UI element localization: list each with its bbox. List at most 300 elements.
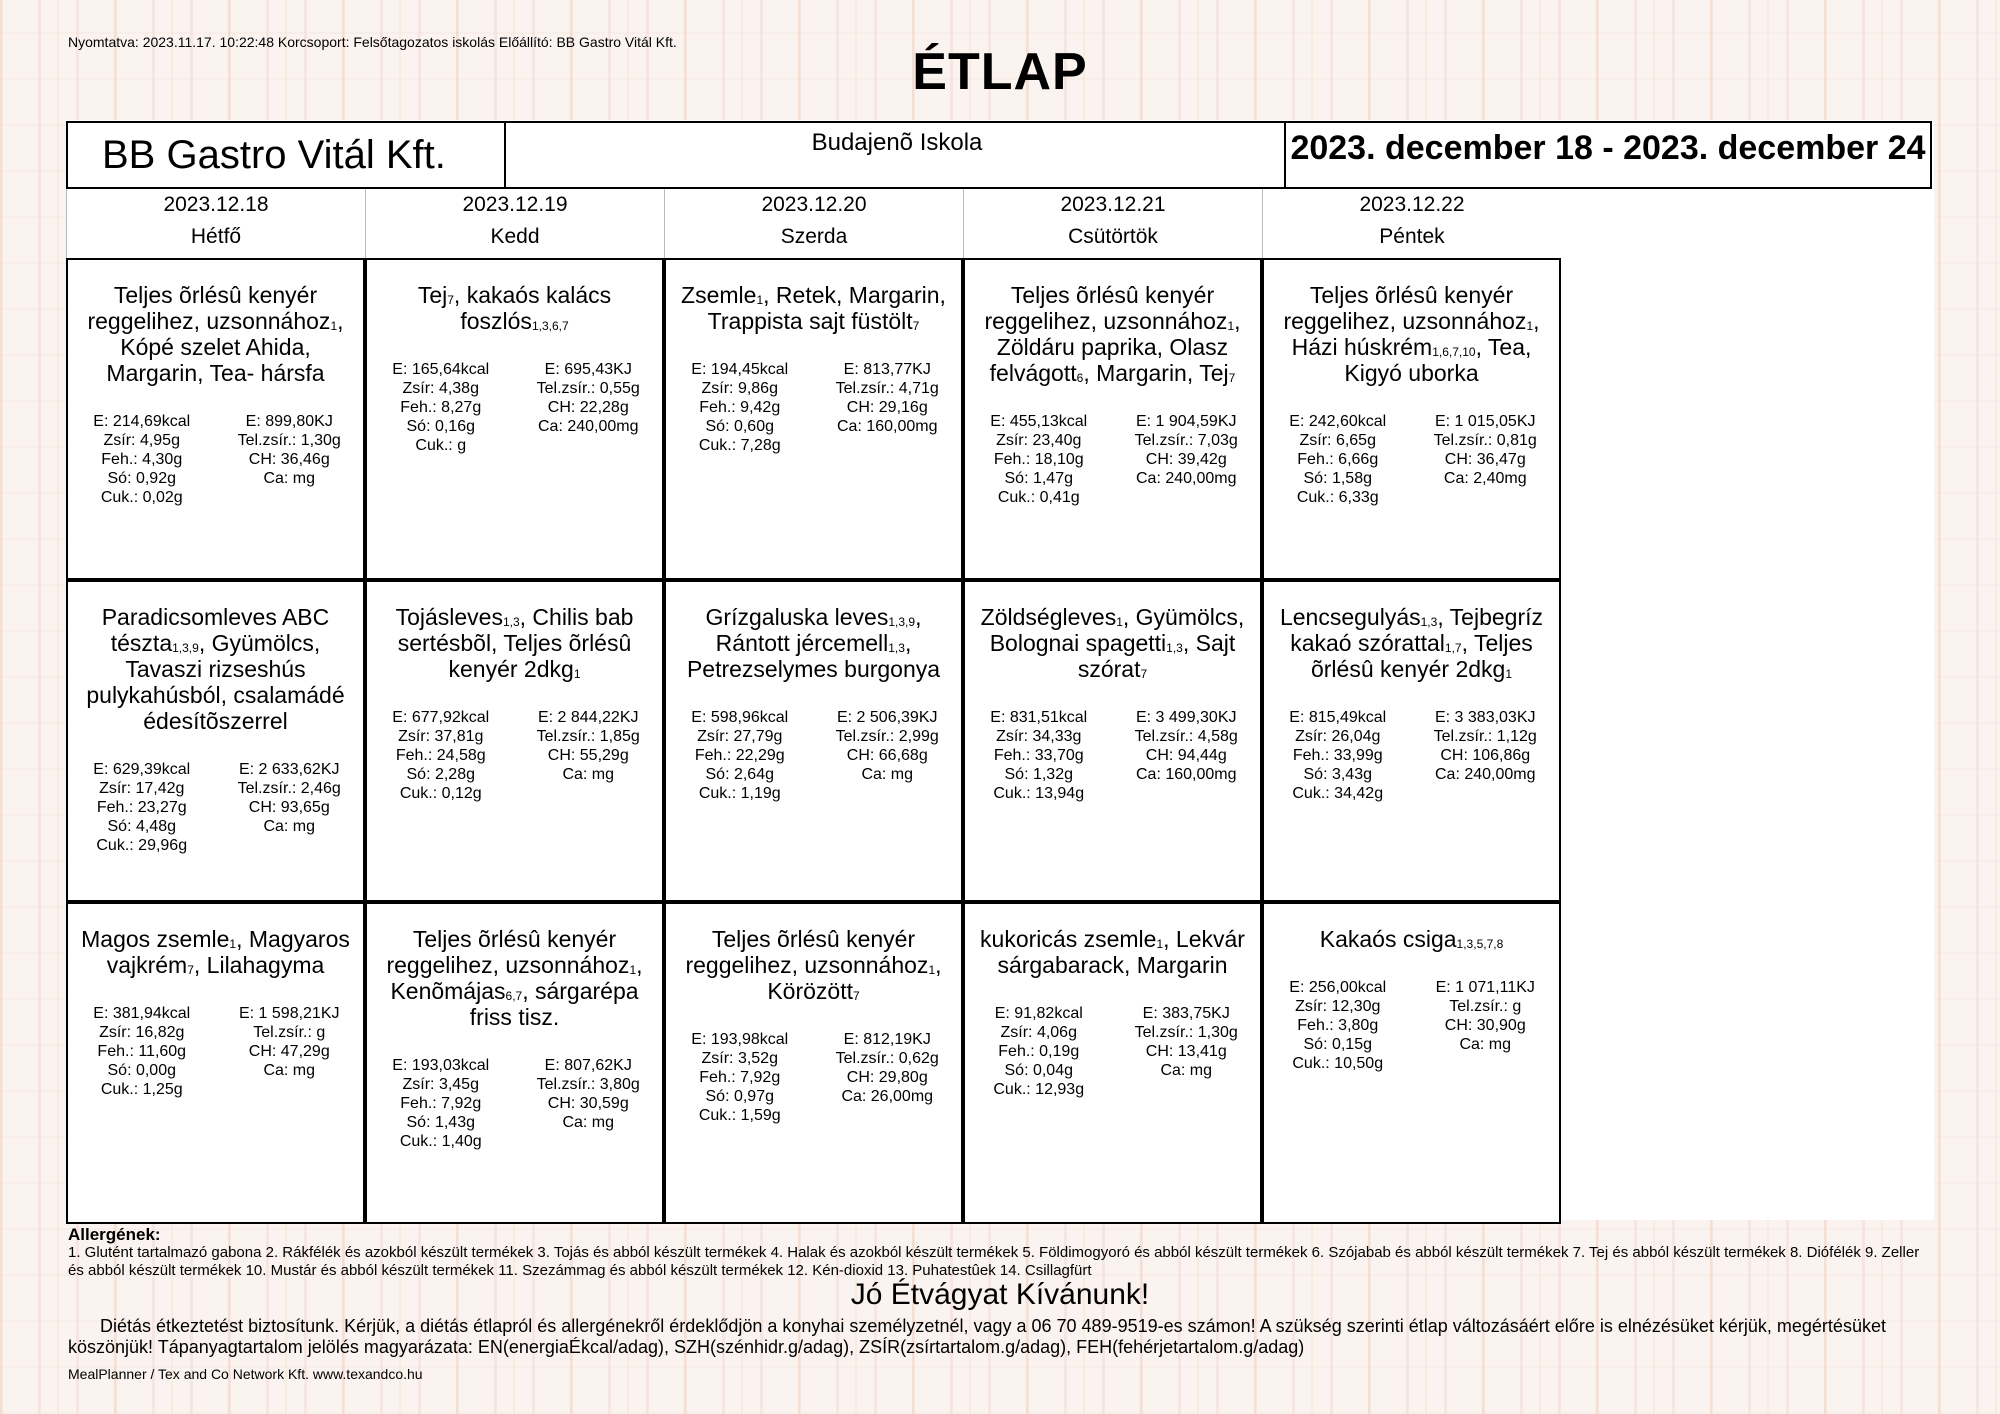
nutrition-value: CH: 30,59g: [547, 1095, 629, 1112]
nutrition-value: Zsír: 27,79g: [697, 728, 783, 745]
nutrition-value: E: 381,94kcal: [93, 1005, 191, 1022]
nutrition-value: Feh.: 8,27g: [400, 399, 482, 416]
dish-name: [666, 904, 961, 1004]
page-title: ÉTLAP: [912, 43, 1088, 101]
day-date: 2023.12.21: [1060, 193, 1166, 216]
day-date: 2023.12.20: [761, 193, 867, 216]
menu-header: [66, 121, 1932, 189]
nutrition-value: E: 812,19KJ: [843, 1031, 931, 1048]
nutrition-value: Ca: 240,00mg: [537, 418, 639, 435]
nutrition-value: Ca: mg: [1459, 1036, 1512, 1053]
dish-text: Teljes õrlésû kenyér reggelihez, uzsonnához: [685, 926, 929, 978]
nutrition-value: Só: 3,43g: [1303, 766, 1372, 783]
nutrition-column-right: [814, 708, 962, 803]
allergen-codes: 1: [1156, 937, 1164, 951]
nutrition-value: CH: 39,42g: [1145, 451, 1227, 468]
nutrition-value: Zsír: 9,86g: [701, 380, 778, 397]
meal-cell: [664, 902, 963, 1224]
allergen-codes: 1: [1526, 319, 1534, 333]
nutrition-value: CH: 36,46g: [248, 451, 330, 468]
nutrition-column-right: [1113, 412, 1261, 507]
nutrition-value: Só: 4,48g: [107, 818, 176, 835]
allergen-codes: 1,3,6,7: [531, 319, 569, 333]
nutrition-value: Só: 1,58g: [1303, 470, 1372, 487]
nutrition-value: E: 2 506,39KJ: [836, 709, 938, 726]
nutrition-value: E: 1 071,11KJ: [1435, 979, 1535, 996]
nutrition-value: Tel.zsír.: 1,12g: [1433, 728, 1537, 745]
meal-cell: [1262, 902, 1561, 1224]
nutrition-value: Zsír: 4,38g: [402, 380, 479, 397]
allergen-codes: 1,3: [1166, 641, 1183, 655]
nutrition-column-left: [1264, 978, 1412, 1073]
nutrition-column-left: [666, 1030, 814, 1125]
dish-name: [68, 260, 363, 386]
day-name: Péntek: [1379, 225, 1445, 248]
nutrition-value: Feh.: 22,29g: [694, 747, 785, 764]
nutrition-info: [68, 412, 363, 507]
nutrition-value: CH: 13,41g: [1145, 1043, 1227, 1060]
nutrition-value: Cuk.: 29,96g: [96, 837, 188, 854]
day-date: 2023.12.18: [163, 193, 269, 216]
dish-name: [68, 582, 363, 734]
nutrition-value: CH: 66,68g: [846, 747, 928, 764]
nutrition-column-left: [965, 1004, 1113, 1099]
allergen-codes: 1,3: [502, 615, 520, 629]
nutrition-info: [965, 412, 1260, 507]
dish-text: Teljes õrlésû kenyér reggelihez, uzsonnához: [984, 282, 1228, 334]
nutrition-value: Tel.zsír.: 4,71g: [835, 380, 939, 397]
nutrition-value: E: 3 499,30KJ: [1135, 709, 1237, 726]
meal-cell: [66, 902, 365, 1224]
nutrition-value: E: 91,82kcal: [994, 1005, 1083, 1022]
dish-name: [965, 582, 1260, 682]
dish-text: Tej: [417, 282, 448, 308]
meal-cell: [365, 258, 664, 580]
nutrition-column-left: [1264, 708, 1412, 803]
nutrition-value: Cuk.: 10,50g: [1292, 1055, 1384, 1072]
allergen-codes: 7: [187, 963, 194, 977]
nutrition-value: E: 193,03kcal: [392, 1057, 490, 1074]
nutrition-value: Cuk.: 13,94g: [993, 785, 1085, 802]
nutrition-value: Só: 0,15g: [1303, 1036, 1372, 1053]
meal-cell: [963, 580, 1262, 902]
nutrition-value: E: 2 633,62KJ: [238, 761, 340, 778]
allergen-list: 1. Glutént tartalmazó gabona 2. Rákfélék és azokból készült termékek 3. Tojás és abból készült termékek 4. Halak és azokból készült termékek 5. Földimogyoró és abból készült termékek 6. Szójabab és abból készült termékek 7. Tej és abból készült termékek 8. Diófélék 9. Zeller és abból készült termékek 10. Mustár és abból készült termékek 11. Szezámmag és abból készült termékek 12. Kén-dioxid 13. Puhatestûek 14. Csillagfürt: [68, 1244, 1920, 1279]
dish-name: [965, 904, 1260, 978]
nutrition-value: Ca: mg: [1160, 1062, 1213, 1079]
nutrition-column-right: [1412, 978, 1560, 1073]
dish-name: [367, 582, 662, 682]
nutrition-value: Feh.: 0,19g: [998, 1043, 1080, 1060]
nutrition-column-left: [965, 708, 1113, 803]
nutrition-column-right: [1113, 1004, 1261, 1099]
nutrition-info: [1264, 708, 1559, 803]
diet-notice: Diétás étkeztetést biztosítunk. Kérjük, a diétás étlapról és allergénekről érdeklődjön a konyhai személyzetnél, vagy a 06 70 489-9519-es számon! A szükség szerinti étlap változásáért előre is elnézésüket kérjük, megértésüket köszönjük! Tápanyagtartalom jelölés magyarázata: EN(energiaÉkcal/adag), SZH(szénhidr.g/adag), ZSÍR(zsírtartalom.g/adag), FEH(fehérjetartalom.g/adag): [68, 1316, 1886, 1357]
nutrition-value: Feh.: 7,92g: [400, 1095, 482, 1112]
nutrition-value: Zsír: 4,95g: [103, 432, 180, 449]
allergen-codes: 1: [1505, 667, 1513, 681]
appetite-wish: Jó Étvágyat Kívánunk!: [850, 1278, 1150, 1311]
nutrition-value: E: 455,13kcal: [990, 413, 1088, 430]
nutrition-value: Só: 0,16g: [406, 418, 475, 435]
nutrition-value: Ca: mg: [263, 470, 316, 487]
nutrition-info: [68, 760, 363, 855]
allergen-codes: 7: [447, 293, 454, 307]
allergen-codes: 1: [1227, 319, 1235, 333]
nutrition-value: Tel.zsír.: 3,80g: [536, 1076, 640, 1093]
nutrition-value: E: 214,69kcal: [93, 413, 191, 430]
dish-text: , Lilahagyma: [193, 952, 325, 978]
dish-text: Lencsegulyás: [1279, 604, 1421, 630]
dish-text: , kakaós kalács foszlós: [453, 282, 612, 334]
day-name: Kedd: [490, 225, 540, 248]
nutrition-value: Zsír: 6,65g: [1299, 432, 1376, 449]
nutrition-value: Cuk.: g: [415, 437, 467, 454]
nutrition-value: Cuk.: 34,42g: [1292, 785, 1384, 802]
nutrition-value: Ca: mg: [562, 1114, 615, 1131]
nutrition-value: Ca: mg: [263, 818, 316, 835]
nutrition-value: Feh.: 24,58g: [395, 747, 486, 764]
nutrition-column-right: [1412, 708, 1560, 803]
dish-text: Teljes õrlésû kenyér reggelihez, uzsonnához: [1283, 282, 1527, 334]
allergen-codes: 6,7: [505, 989, 523, 1003]
nutrition-value: E: 1 904,59KJ: [1135, 413, 1237, 430]
nutrition-value: Feh.: 18,10g: [993, 451, 1084, 468]
nutrition-value: E: 1 015,05KJ: [1434, 413, 1536, 430]
dish-name: [1264, 904, 1559, 952]
meal-cell: [664, 258, 963, 580]
nutrition-value: Cuk.: 0,12g: [399, 785, 482, 802]
nutrition-column-left: [367, 708, 515, 803]
allergen-codes: 1,3: [1420, 615, 1438, 629]
nutrition-value: Feh.: 7,92g: [699, 1069, 781, 1086]
nutrition-column-right: [814, 360, 962, 455]
nutrition-column-left: [666, 708, 814, 803]
nutrition-value: Zsír: 3,52g: [701, 1050, 778, 1067]
nutrition-value: CH: 22,28g: [547, 399, 629, 416]
nutrition-value: Zsír: 34,33g: [996, 728, 1082, 745]
allergen-codes: 1,3: [888, 641, 905, 655]
allergen-codes: 1,6,7,10: [1432, 345, 1476, 359]
allergen-codes: 1: [573, 667, 581, 681]
nutrition-value: CH: 106,86g: [1440, 747, 1531, 764]
nutrition-value: Tel.zsír.: 2,99g: [835, 728, 939, 745]
nutrition-column-left: [68, 760, 216, 855]
nutrition-column-left: [68, 412, 216, 507]
day-header: [664, 189, 963, 258]
allergen-codes: 7: [912, 319, 920, 333]
footer-credit: MealPlanner / Tex and Co Network Kft. www.texandco.hu: [68, 1366, 423, 1382]
nutrition-value: E: 3 383,03KJ: [1434, 709, 1536, 726]
allergen-codes: 7: [1228, 371, 1236, 385]
nutrition-value: Ca: mg: [562, 766, 615, 783]
nutrition-info: [666, 708, 961, 803]
nutrition-value: CH: 29,80g: [846, 1069, 928, 1086]
allergen-codes: 1: [629, 963, 637, 977]
nutrition-value: E: 629,39kcal: [93, 761, 191, 778]
dish-text: , Házi húskrém: [1291, 308, 1540, 360]
nutrition-value: Só: 2,64g: [705, 766, 774, 783]
nutrition-value: Tel.zsír.: 4,58g: [1134, 728, 1238, 745]
dish-text: , Sajt szórat: [1077, 630, 1236, 682]
day-header: [963, 189, 1262, 258]
nutrition-value: Feh.: 33,99g: [1292, 747, 1383, 764]
nutrition-column-left: [68, 1004, 216, 1099]
allergen-codes: 1,3,9: [172, 641, 199, 655]
nutrition-value: Zsír: 23,40g: [996, 432, 1082, 449]
day-date: 2023.12.22: [1359, 193, 1465, 216]
dish-name: [666, 582, 961, 682]
nutrition-value: Só: 0,04g: [1004, 1062, 1073, 1079]
nutrition-value: Cuk.: 1,25g: [100, 1081, 183, 1098]
dish-text: Zsemle: [681, 282, 757, 308]
nutrition-value: Ca: 26,00mg: [841, 1088, 934, 1105]
nutrition-info: [666, 1030, 961, 1125]
day-name: Hétfő: [190, 225, 242, 248]
nutrition-column-right: [216, 1004, 364, 1099]
day-header: [365, 189, 664, 258]
nutrition-column-right: [515, 708, 663, 803]
dish-text: , Lekvár sárgabarack, Margarin: [997, 926, 1245, 978]
dish-text: , Gyümölcs, Tavaszi rizseshús pulykahúsból, csalamádé édesítõszerrel: [86, 630, 345, 734]
nutrition-value: Cuk.: 1,40g: [399, 1133, 482, 1150]
nutrition-value: Cuk.: 0,02g: [100, 489, 183, 506]
nutrition-value: Ca: 160,00mg: [836, 418, 938, 435]
nutrition-value: Tel.zsír.: g: [1449, 998, 1522, 1015]
nutrition-value: Zsír: 37,81g: [398, 728, 484, 745]
allergen-codes: 7: [1140, 667, 1148, 681]
day-header: [66, 189, 365, 258]
dish-text: , Petrezselymes burgonya: [686, 630, 941, 682]
allergen-codes: 1,3,9: [888, 615, 916, 629]
nutrition-value: Feh.: 11,60g: [97, 1043, 187, 1060]
nutrition-value: E: 242,60kcal: [1289, 413, 1387, 430]
dish-text: , Kenõmájas: [390, 952, 643, 1004]
nutrition-column-right: [515, 1056, 663, 1151]
nutrition-value: E: 193,98kcal: [691, 1031, 789, 1048]
nutrition-value: Feh.: 9,42g: [699, 399, 781, 416]
nutrition-value: E: 598,96kcal: [691, 709, 789, 726]
nutrition-info: [965, 708, 1260, 803]
nutrition-value: Tel.zsír.: 7,03g: [1134, 432, 1238, 449]
nutrition-value: Ca: mg: [861, 766, 914, 783]
dish-text: Paradicsomleves ABC tészta: [101, 604, 330, 656]
meal-cell: [1262, 258, 1561, 580]
nutrition-value: Ca: 240,00mg: [1135, 470, 1237, 487]
nutrition-value: Ca: 240,00mg: [1434, 766, 1536, 783]
nutrition-value: Feh.: 4,30g: [101, 451, 183, 468]
nutrition-column-right: [216, 760, 364, 855]
nutrition-column-left: [367, 360, 515, 455]
allergen-codes: 1: [1116, 615, 1123, 629]
allergen-codes: 1: [330, 319, 338, 333]
nutrition-value: E: 1 598,21KJ: [238, 1005, 340, 1022]
nutrition-info: [68, 1004, 363, 1099]
nutrition-info: [965, 1004, 1260, 1099]
nutrition-value: E: 899,80KJ: [245, 413, 333, 430]
nutrition-value: Zsír: 3,45g: [402, 1076, 479, 1093]
nutrition-value: Zsír: 12,30g: [1295, 998, 1381, 1015]
nutrition-column-right: [1412, 412, 1560, 507]
dish-text: Teljes õrlésû kenyér reggelihez, uzsonnához: [87, 282, 331, 334]
company-name: BB Gastro Vitál Kft.: [68, 123, 506, 187]
allergen-label: Allergének:: [68, 1225, 161, 1244]
dish-text: , Zöldáru paprika, Olasz felvágott: [989, 308, 1241, 386]
school-name: Budajenõ Iskola: [811, 129, 983, 156]
nutrition-value: CH: 36,47g: [1444, 451, 1526, 468]
meal-cell: [1262, 580, 1561, 902]
nutrition-value: Cuk.: 1,59g: [698, 1107, 781, 1124]
meal-cell: [664, 580, 963, 902]
meal-cell: [66, 258, 365, 580]
day-header: [1262, 189, 1561, 258]
nutrition-info: [1264, 412, 1559, 507]
nutrition-column-right: [515, 360, 663, 455]
nutrition-column-right: [814, 1030, 962, 1125]
dish-text: kukoricás zsemle: [980, 926, 1157, 952]
allergen-codes: 1: [756, 293, 764, 307]
nutrition-value: E: 2 844,22KJ: [537, 709, 639, 726]
dish-text: , Margarin, Tej: [1083, 360, 1229, 386]
allergen-codes: 1: [229, 937, 237, 951]
nutrition-value: Tel.zsír.: 1,30g: [1134, 1024, 1238, 1041]
nutrition-value: Cuk.: 0,41g: [997, 489, 1080, 506]
allergen-codes: 7: [852, 989, 860, 1003]
nutrition-info: [666, 360, 961, 455]
nutrition-column-right: [1113, 708, 1261, 803]
dish-name: [965, 260, 1260, 386]
day-date: 2023.12.19: [462, 193, 568, 216]
dish-text: Tojásleves: [395, 604, 503, 630]
dish-text: , Teljes õrlésû kenyér 2dkg: [1310, 630, 1533, 682]
dish-name: [367, 904, 662, 1030]
nutrition-value: CH: 30,90g: [1444, 1017, 1526, 1034]
nutrition-value: E: 194,45kcal: [691, 361, 789, 378]
nutrition-value: CH: 55,29g: [547, 747, 629, 764]
dish-text: , Rántott jércemell: [715, 604, 922, 656]
allergen-codes: 1: [928, 963, 936, 977]
allergen-codes: 6: [1076, 371, 1084, 385]
nutrition-value: Tel.zsír.: 2,46g: [237, 780, 341, 797]
nutrition-value: E: 813,77KJ: [843, 361, 931, 378]
nutrition-value: CH: 29,16g: [846, 399, 928, 416]
nutrition-value: Tel.zsír.: 0,55g: [536, 380, 640, 397]
nutrition-value: Feh.: 23,27g: [96, 799, 187, 816]
nutrition-value: E: 677,92kcal: [392, 709, 490, 726]
dish-text: , Magyaros vajkrém: [106, 926, 350, 978]
nutrition-value: Só: 1,32g: [1004, 766, 1073, 783]
nutrition-value: E: 831,51kcal: [990, 709, 1088, 726]
dish-name: [1264, 582, 1559, 682]
nutrition-value: Tel.zsír.: 0,62g: [835, 1050, 939, 1067]
dish-text: , Tea, Kigyó uborka: [1344, 334, 1532, 386]
nutrition-value: Só: 0,92g: [107, 470, 176, 487]
nutrition-value: Tel.zsír.: 0,81g: [1433, 432, 1537, 449]
nutrition-value: Feh.: 6,66g: [1297, 451, 1379, 468]
nutrition-value: Zsír: 4,06g: [1000, 1024, 1077, 1041]
day-name: Szerda: [780, 225, 848, 248]
nutrition-value: Ca: 160,00mg: [1135, 766, 1237, 783]
dish-text: Grízgaluska leves: [705, 604, 889, 630]
nutrition-value: Zsír: 16,82g: [99, 1024, 185, 1041]
dish-name: [666, 260, 961, 334]
allergen-legend: [68, 1226, 1928, 1280]
nutrition-value: CH: 94,44g: [1145, 747, 1227, 764]
nutrition-value: Só: 0,60g: [705, 418, 774, 435]
nutrition-value: CH: 93,65g: [248, 799, 330, 816]
meal-cell: [963, 902, 1262, 1224]
nutrition-value: Só: 2,28g: [406, 766, 475, 783]
nutrition-value: Tel.zsír.: 1,30g: [237, 432, 341, 449]
dish-text: , Retek, Margarin, Trappista sajt füstölt: [707, 282, 946, 334]
dish-text: , Tejbegríz kakaó szórattal: [1290, 604, 1544, 656]
nutrition-column-left: [367, 1056, 515, 1151]
dish-text: , Körözött: [767, 952, 942, 1004]
dish-name: [1264, 260, 1559, 386]
dish-text: Zöldségleves: [980, 604, 1117, 630]
nutrition-value: Zsír: 26,04g: [1295, 728, 1381, 745]
meal-cell: [365, 902, 664, 1224]
nutrition-value: Cuk.: 1,19g: [698, 785, 781, 802]
nutrition-value: Tel.zsír.: g: [253, 1024, 326, 1041]
nutrition-value: Só: 1,43g: [406, 1114, 475, 1131]
nutrition-column-right: [216, 412, 364, 507]
nutrition-value: E: 165,64kcal: [392, 361, 490, 378]
nutrition-column-left: [666, 360, 814, 455]
nutrition-value: Só: 1,47g: [1004, 470, 1073, 487]
nutrition-value: Só: 0,00g: [107, 1062, 176, 1079]
dish-text: , sárgarépa friss tisz.: [469, 978, 639, 1030]
nutrition-info: [367, 360, 662, 455]
dish-text: Kakaós csiga: [1319, 926, 1457, 952]
nutrition-value: Só: 0,97g: [705, 1088, 774, 1105]
nutrition-value: Feh.: 33,70g: [993, 747, 1084, 764]
nutrition-value: E: 807,62KJ: [544, 1057, 632, 1074]
dish-text: , Chilis bab sertésbõl, Teljes õrlésû kenyér 2dkg: [397, 604, 634, 682]
nutrition-value: Tel.zsír.: 1,85g: [536, 728, 640, 745]
nutrition-value: Cuk.: 6,33g: [1296, 489, 1379, 506]
nutrition-value: Ca: mg: [263, 1062, 316, 1079]
dish-name: [68, 904, 363, 978]
day-name: Csütörtök: [1068, 225, 1158, 248]
nutrition-value: CH: 47,29g: [248, 1043, 330, 1060]
nutrition-info: [367, 1056, 662, 1151]
print-info: Nyomtatva: 2023.11.17. 10:22:48 Korcsoport: Felsőtagozatos iskolás Előállító: BB Gastro Vitál Kft.: [68, 34, 677, 50]
nutrition-info: [367, 708, 662, 803]
nutrition-column-left: [965, 412, 1113, 507]
dish-text: Teljes õrlésû kenyér reggelihez, uzsonnához: [386, 926, 630, 978]
dish-text: , Kópé szelet Ahida, Margarin, Tea- hársfa: [106, 308, 344, 386]
nutrition-value: Feh.: 3,80g: [1297, 1017, 1379, 1034]
date-range: 2023. december 18 - 2023. december 24: [1284, 123, 1930, 187]
meal-cell: [963, 258, 1262, 580]
nutrition-value: Ca: 2,40mg: [1443, 470, 1527, 487]
dish-text: Magos zsemle: [81, 926, 230, 952]
meal-cell: [66, 580, 365, 902]
nutrition-value: E: 383,75KJ: [1142, 1005, 1230, 1022]
nutrition-value: Cuk.: 7,28g: [698, 437, 781, 454]
dish-name: [367, 260, 662, 334]
meal-cell: [365, 580, 664, 902]
nutrition-value: E: 695,43KJ: [544, 361, 632, 378]
allergen-codes: 1,3,5,7,8: [1456, 937, 1504, 951]
nutrition-value: E: 256,00kcal: [1289, 979, 1387, 996]
nutrition-value: Zsír: 17,42g: [99, 780, 185, 797]
nutrition-value: Cuk.: 12,93g: [993, 1081, 1085, 1098]
nutrition-info: [1264, 978, 1559, 1073]
allergen-codes: 1,7: [1444, 641, 1462, 655]
nutrition-value: E: 815,49kcal: [1289, 709, 1387, 726]
